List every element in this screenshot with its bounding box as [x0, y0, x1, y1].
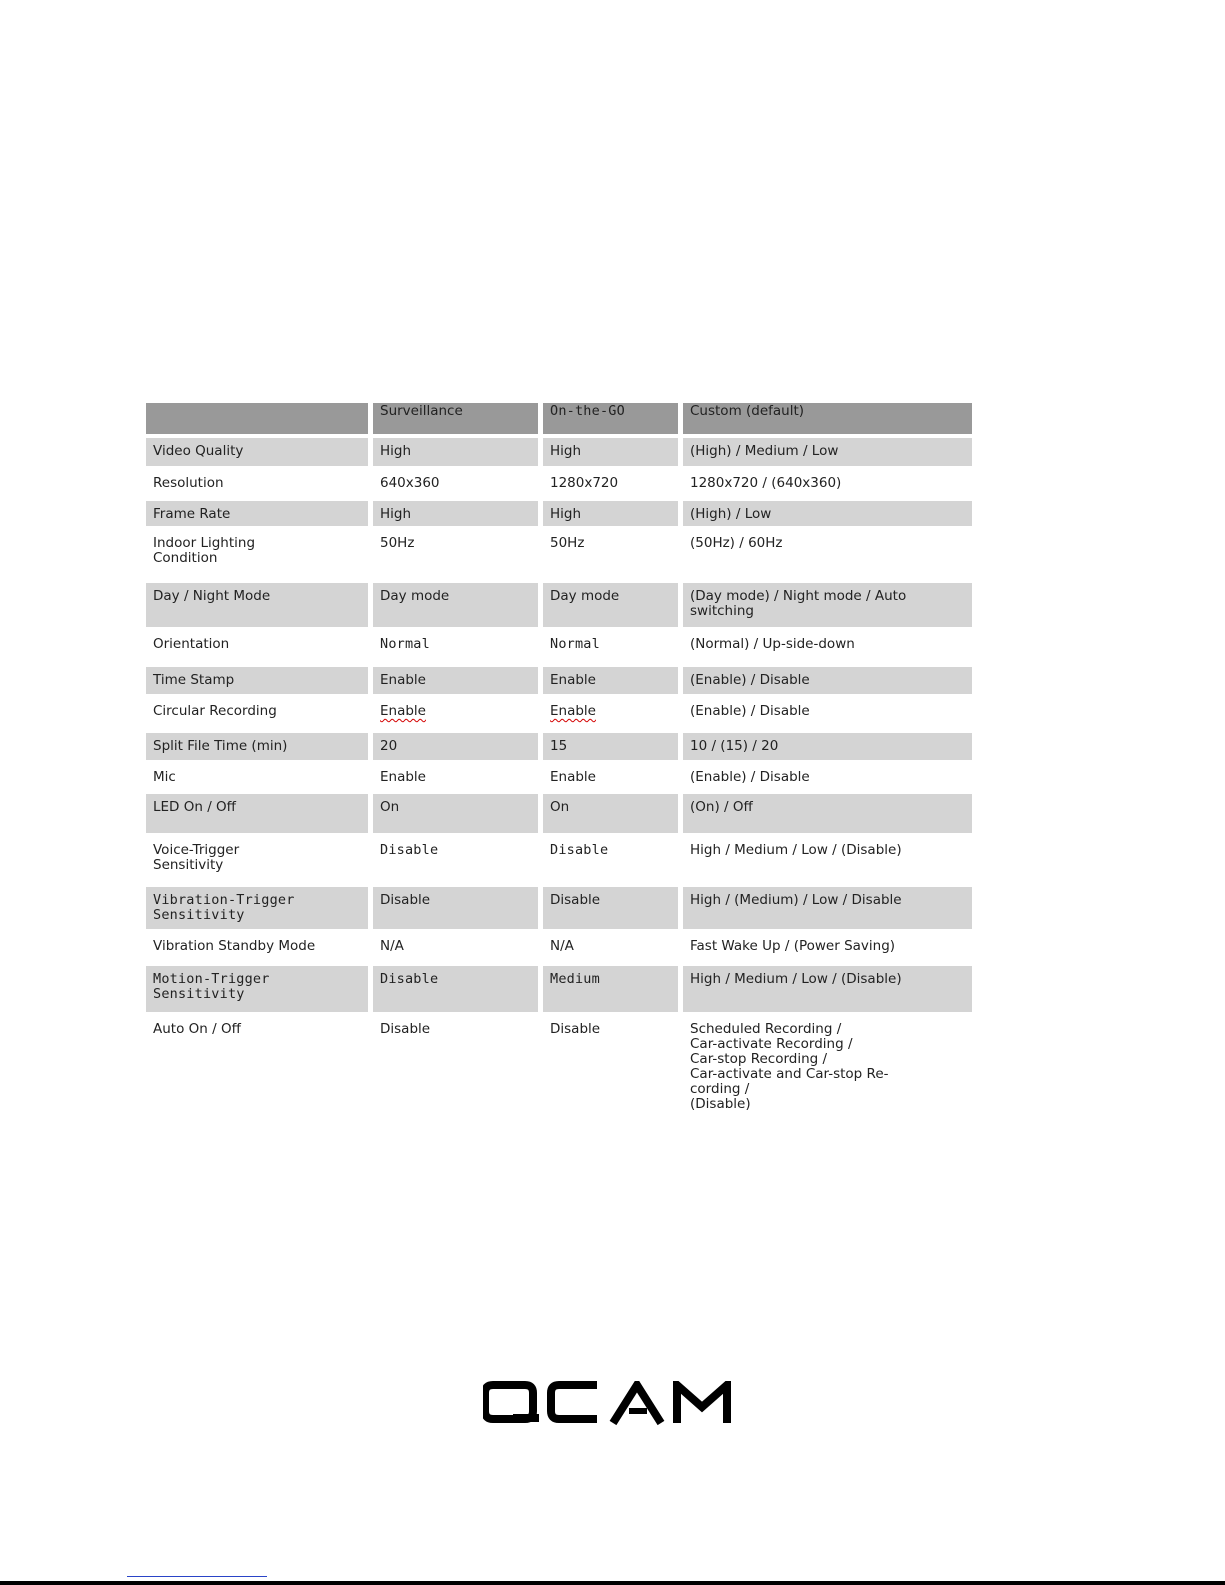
- custom-cell: Fast Wake Up / (Power Saving): [683, 933, 972, 966]
- on-the-go-cell: Disable: [543, 1016, 683, 1120]
- surveillance-cell: High: [373, 438, 543, 470]
- on-the-go-cell: 50Hz: [543, 530, 683, 583]
- custom-cell: (Enable) / Disable: [683, 698, 972, 733]
- qcam-logo: [483, 1381, 731, 1429]
- header-blank: [146, 403, 373, 438]
- custom-cell: (Normal) / Up-side-down: [683, 631, 972, 667]
- table-row: [146, 631, 972, 667]
- on-the-go-cell: High: [543, 501, 683, 530]
- row-label: Video Quality: [146, 438, 373, 470]
- custom-cell: 10 / (15) / 20: [683, 733, 972, 764]
- table-row: [146, 794, 972, 837]
- custom-cell: High / (Medium) / Low / Disable: [683, 887, 972, 933]
- surveillance-cell: Day mode: [373, 583, 543, 631]
- surveillance-cell: High: [373, 501, 543, 530]
- custom-cell: Scheduled Recording / Car-activate Recording / Car-stop Recording / Car-activate and Car-stop Re- cording / (Disable): [683, 1016, 972, 1120]
- on-the-go-cell: On: [543, 794, 683, 837]
- surveillance-cell: Disable: [373, 887, 543, 933]
- surveillance-cell: Disable: [373, 966, 543, 1016]
- table-row: [146, 764, 972, 794]
- surveillance-cell: Enable: [373, 764, 543, 794]
- table-row: [146, 530, 972, 583]
- table-row: [146, 837, 972, 887]
- row-label: Vibration Standby Mode: [146, 933, 373, 966]
- custom-cell: (Enable) / Disable: [683, 667, 972, 698]
- table-row: [146, 470, 972, 501]
- table-header-row: [146, 403, 972, 438]
- row-label: Split File Time (min): [146, 733, 373, 764]
- on-the-go-cell: Enable: [543, 667, 683, 698]
- on-the-go-cell: Disable: [543, 837, 683, 887]
- custom-cell: (Day mode) / Night mode / Auto switching: [683, 583, 972, 631]
- table-row: [146, 887, 972, 933]
- table-row: [146, 501, 972, 530]
- footnote-link-underline[interactable]: [127, 1576, 267, 1577]
- custom-cell: (Enable) / Disable: [683, 764, 972, 794]
- table-row: [146, 438, 972, 470]
- on-the-go-cell: Enable: [543, 764, 683, 794]
- header-custom-default: Custom (default): [683, 403, 972, 438]
- recording-modes-table: [146, 403, 972, 1120]
- on-the-go-cell: Medium: [543, 966, 683, 1016]
- row-label: Motion-Trigger Sensitivity: [146, 966, 373, 1016]
- spellcheck-flagged-text: Enable: [550, 703, 596, 719]
- custom-cell: (High) / Low: [683, 501, 972, 530]
- surveillance-cell: Disable: [373, 837, 543, 887]
- surveillance-cell: 640x360: [373, 470, 543, 501]
- surveillance-cell: 20: [373, 733, 543, 764]
- row-label: Auto On / Off: [146, 1016, 373, 1120]
- table-row: [146, 1016, 972, 1120]
- table-row: [146, 966, 972, 1016]
- surveillance-cell: [373, 698, 543, 733]
- custom-cell: 1280x720 / (640x360): [683, 470, 972, 501]
- header-on-the-go: On-the-GO: [543, 403, 683, 438]
- row-label: Resolution: [146, 470, 373, 501]
- row-label: Orientation: [146, 631, 373, 667]
- row-label: Circular Recording: [146, 698, 373, 733]
- table-row: [146, 733, 972, 764]
- surveillance-cell: Normal: [373, 631, 543, 667]
- custom-cell: High / Medium / Low / (Disable): [683, 966, 972, 1016]
- on-the-go-cell: 15: [543, 733, 683, 764]
- table-row: [146, 933, 972, 966]
- table-row: [146, 583, 972, 631]
- surveillance-cell: On: [373, 794, 543, 837]
- on-the-go-cell: [543, 698, 683, 733]
- row-label: Vibration-Trigger Sensitivity: [146, 887, 373, 933]
- surveillance-cell: N/A: [373, 933, 543, 966]
- row-label: Mic: [146, 764, 373, 794]
- custom-cell: (High) / Medium / Low: [683, 438, 972, 470]
- spellcheck-flagged-text: Enable: [380, 703, 426, 719]
- custom-cell: (On) / Off: [683, 794, 972, 837]
- table-row: [146, 698, 972, 733]
- custom-cell: (50Hz) / 60Hz: [683, 530, 972, 583]
- page-bottom-border: [0, 1581, 1225, 1585]
- table-row: [146, 667, 972, 698]
- on-the-go-cell: Day mode: [543, 583, 683, 631]
- on-the-go-cell: Disable: [543, 887, 683, 933]
- row-label: Day / Night Mode: [146, 583, 373, 631]
- header-surveillance: Surveillance: [373, 403, 543, 438]
- row-label: Frame Rate: [146, 501, 373, 530]
- surveillance-cell: Enable: [373, 667, 543, 698]
- surveillance-cell: Disable: [373, 1016, 543, 1120]
- custom-cell: High / Medium / Low / (Disable): [683, 837, 972, 887]
- surveillance-cell: 50Hz: [373, 530, 543, 583]
- row-label: Time Stamp: [146, 667, 373, 698]
- on-the-go-cell: High: [543, 438, 683, 470]
- row-label: Voice-Trigger Sensitivity: [146, 837, 373, 887]
- row-label: LED On / Off: [146, 794, 373, 837]
- on-the-go-cell: 1280x720: [543, 470, 683, 501]
- on-the-go-cell: N/A: [543, 933, 683, 966]
- on-the-go-cell: Normal: [543, 631, 683, 667]
- row-label: Indoor Lighting Condition: [146, 530, 373, 583]
